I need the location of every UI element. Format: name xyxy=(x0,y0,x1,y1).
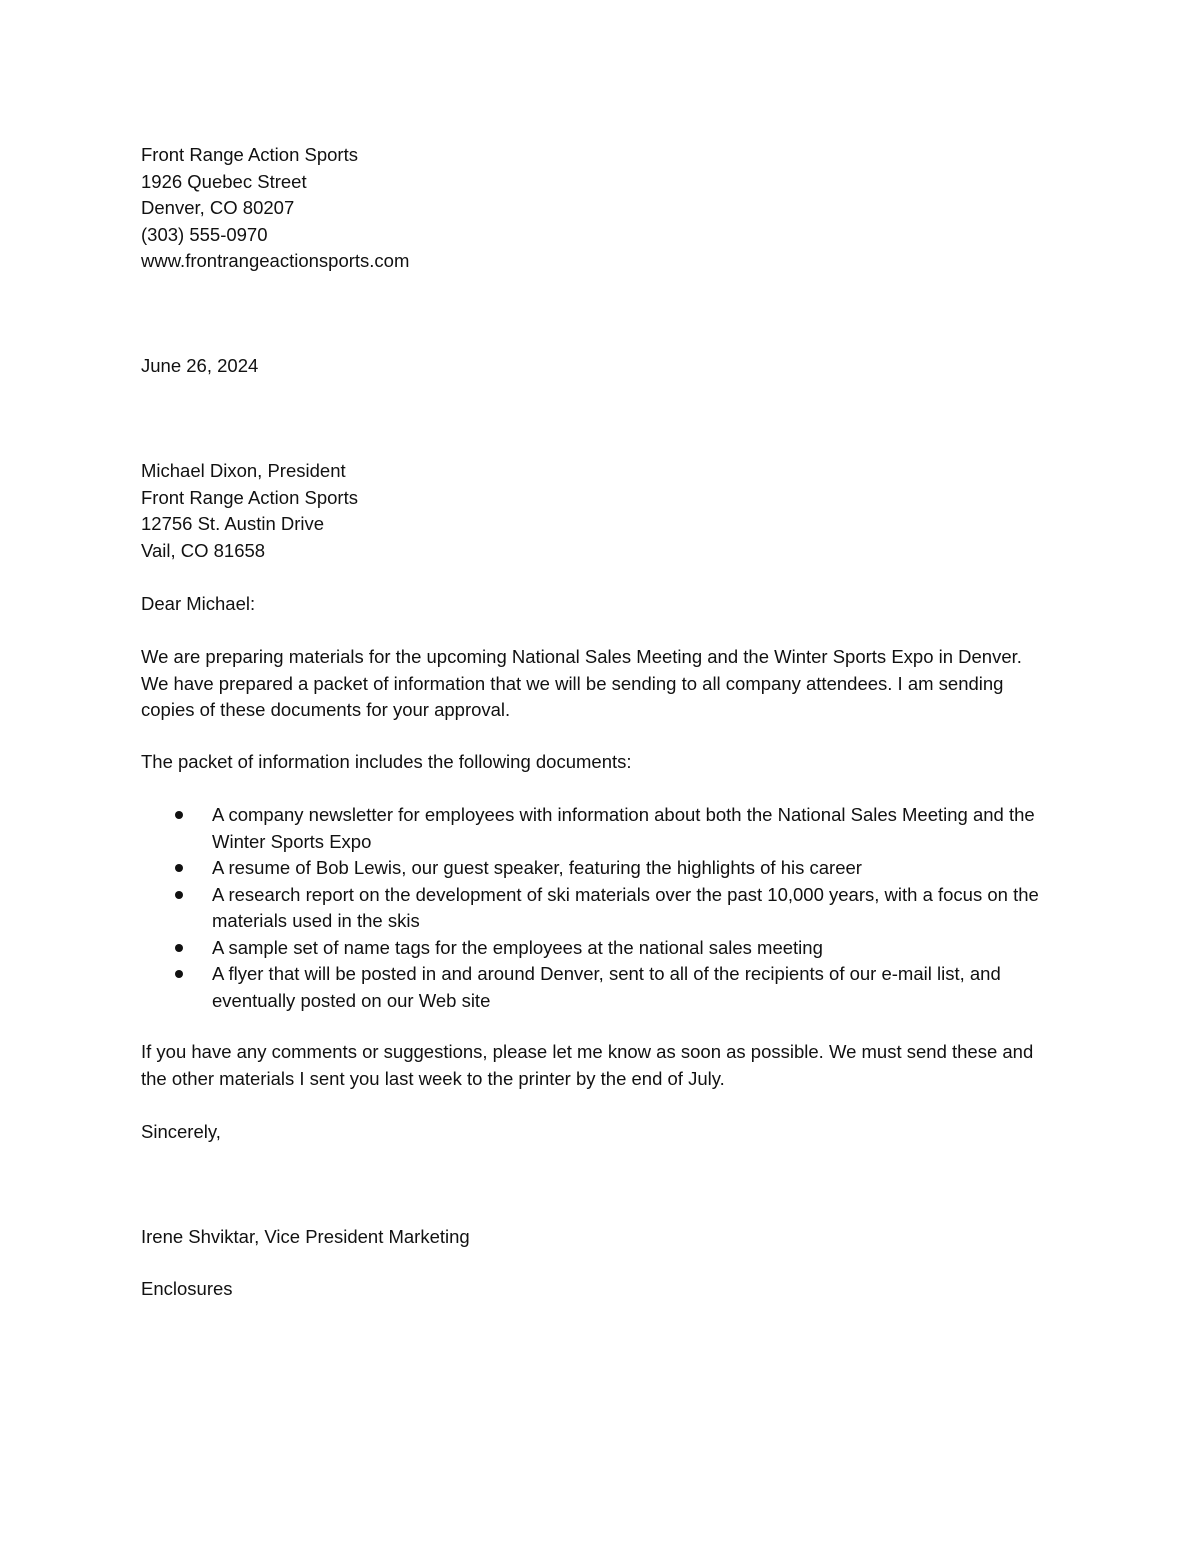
bullet-icon xyxy=(175,891,183,899)
bullet-icon xyxy=(175,944,183,952)
list-item xyxy=(141,882,1042,935)
sender-city-state-zip: Denver, CO 80207 xyxy=(141,197,295,218)
body-paragraph-2 xyxy=(141,749,1061,776)
enclosures xyxy=(141,1276,1061,1303)
bullet-icon xyxy=(175,970,183,978)
bullet-icon xyxy=(175,864,183,872)
list-item xyxy=(141,935,1042,962)
list-item xyxy=(141,961,1042,1014)
recipient-address xyxy=(141,458,1061,564)
sender-address xyxy=(141,142,1061,275)
salutation-text: Dear Michael: xyxy=(141,593,256,614)
recipient-name-title: Michael Dixon, President xyxy=(141,460,346,481)
list-item-text: A flyer that will be posted in and around Denver, sent to all of the recipients of our e-mail list, and eventually posted on our Web site xyxy=(212,963,1001,1011)
paragraph-1-text: We are preparing materials for the upcoming National Sales Meeting and the Winter Sports Expo in Denver. We have prepared a packet of information that we will be sending to all company attendees. I am sending copies of these documents for your approval. xyxy=(141,646,1022,720)
list-item-text: A sample set of name tags for the employees at the national sales meeting xyxy=(212,936,823,958)
sender-company: Front Range Action Sports xyxy=(141,144,358,165)
body-paragraph-1 xyxy=(141,644,1046,724)
body-paragraph-3 xyxy=(141,1039,1046,1092)
list-item-text: A research report on the development of ski materials over the past 10,000 years, with a focus on the materials used in the skis xyxy=(212,883,1039,931)
list-item xyxy=(141,802,1042,855)
recipient-street: 12756 St. Austin Drive xyxy=(141,513,325,534)
signature-text: Irene Shviktar, Vice President Marketing xyxy=(141,1226,470,1247)
list-item-text: A company newsletter for employees with information about both the National Sales Meeting and the Winter Sports Expo xyxy=(212,804,1035,852)
document-list xyxy=(141,802,1061,1014)
sender-phone: (303) 555-0970 xyxy=(141,223,268,245)
closing xyxy=(141,1119,1061,1146)
list-item xyxy=(141,855,1042,882)
paragraph-2-text: The packet of information includes the following documents: xyxy=(141,751,632,772)
closing-text: Sincerely, xyxy=(141,1121,221,1142)
signature xyxy=(141,1224,1061,1251)
sender-street: 1926 Quebec Street xyxy=(141,170,307,192)
salutation xyxy=(141,591,1061,618)
bullet-icon xyxy=(175,811,183,819)
recipient-city-state-zip: Vail, CO 81658 xyxy=(141,539,266,561)
recipient-company: Front Range Action Sports xyxy=(141,486,358,508)
paragraph-3-text: If you have any comments or suggestions, please let me know as soon as possible. We must send these and the other materials I sent you last week to the printer by the end of July. xyxy=(141,1041,1034,1089)
list-item-text: A resume of Bob Lewis, our guest speaker, featuring the highlights of his career xyxy=(212,857,862,878)
date-text: June 26, 2024 xyxy=(141,355,259,376)
sender-website: www.frontrangeactionsports.com xyxy=(141,250,410,271)
letter-date xyxy=(141,353,1061,380)
enclosures-text: Enclosures xyxy=(141,1278,233,1299)
